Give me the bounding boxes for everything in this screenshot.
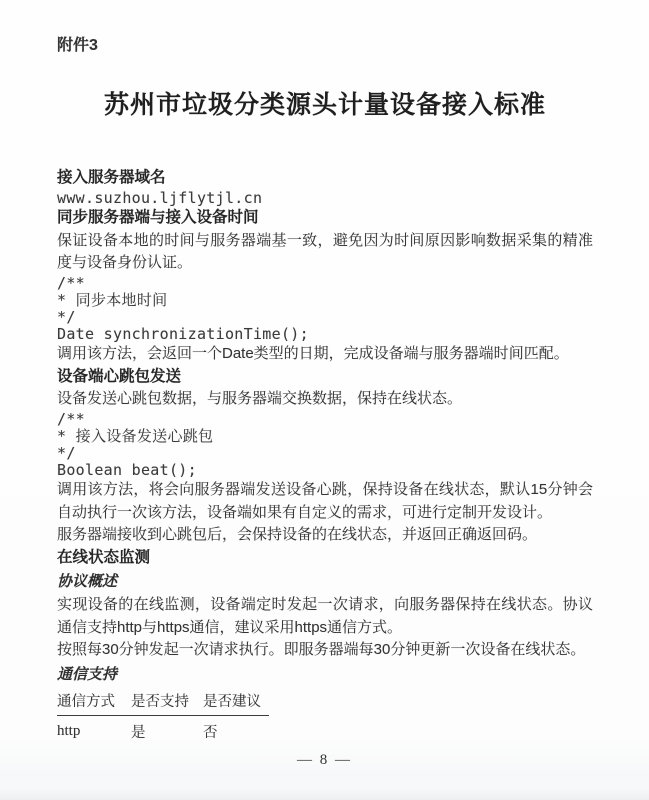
code-comment-body: * 同步本地时间 xyxy=(57,291,168,309)
table-header-supported: 是否支持 xyxy=(131,690,203,716)
code-comment-open: /** xyxy=(57,274,85,292)
code-comment-close: */ xyxy=(57,444,76,462)
table-cell-http: http xyxy=(57,722,81,739)
subheading-communication-support: 通信支持 xyxy=(57,665,118,683)
subheading-protocol-overview: 协议概述 xyxy=(57,573,118,590)
server-domain-value: www.suzhou.ljflytjl.cn xyxy=(57,189,263,207)
section-heading-time-sync: 同步服务器端与接入设备时间 xyxy=(57,209,259,226)
table-cell-supported-value: 是 xyxy=(131,724,146,741)
online-status-paragraph: 实现设备的在线监测，设备端定时发起一次请求，向服务器保持在线状态。协议通信支持http与https通信，建议采用https通信方式。 xyxy=(57,596,593,636)
code-method-synchronization-time: Date synchronizationTime(); xyxy=(57,325,309,343)
table-header-comm-method: 通信方式 xyxy=(57,690,131,716)
code-comment-body: * 接入设备发送心跳包 xyxy=(57,427,214,445)
code-method-beat: Boolean beat(); xyxy=(57,461,197,479)
page-number: — 8 — xyxy=(297,752,352,768)
section-heading-server-domain: 接入服务器域名 xyxy=(57,169,166,186)
heartbeat-paragraph: 设备发送心跳包数据，与服务器端交换数据，保持在线状态。 xyxy=(57,390,463,407)
code-comment-close: */ xyxy=(57,308,76,326)
page-bottom-edge xyxy=(0,787,649,800)
table-header-recommended: 是否建议 xyxy=(203,690,269,716)
page-content xyxy=(57,35,593,742)
time-sync-paragraph: 保证设备本地的时间与服务器端基一致，避免因为时间原因影响数据采集的精准度与设备身份认证。 xyxy=(57,231,593,271)
online-status-interval: 按照每30分钟发起一次请求执行。即服务器端每30分钟更新一次设备在线状态。 xyxy=(57,641,586,658)
time-sync-method-description: 调用该方法，会返回一个Date类型的日期，完成设备端与服务器端时间匹配。 xyxy=(57,345,569,362)
heartbeat-method-description: 调用该方法，将会向服务器端发送设备心跳，保持设备在线状态，默认15分钟会自动执行一次该方法，设备端如果有自定义的需求，可进行定制开发设计。 xyxy=(57,481,593,521)
attachment-label: 附件3 xyxy=(57,37,98,54)
heartbeat-server-response: 服务器端接收到心跳包后，会保持设备的在线状态，并返回正确返回码。 xyxy=(57,526,538,543)
document-body xyxy=(57,167,593,742)
table-header-row xyxy=(57,690,269,716)
table-row xyxy=(57,715,269,742)
communication-support-table xyxy=(57,690,269,742)
page-title: 苏州市垃圾分类源头计量设备接入标准 xyxy=(103,92,546,119)
section-heading-online-status: 在线状态监测 xyxy=(57,548,151,566)
table-cell-recommended-value: 否 xyxy=(203,724,218,741)
code-comment-open: /** xyxy=(57,410,85,428)
section-heading-heartbeat: 设备端心跳包发送 xyxy=(57,367,182,385)
